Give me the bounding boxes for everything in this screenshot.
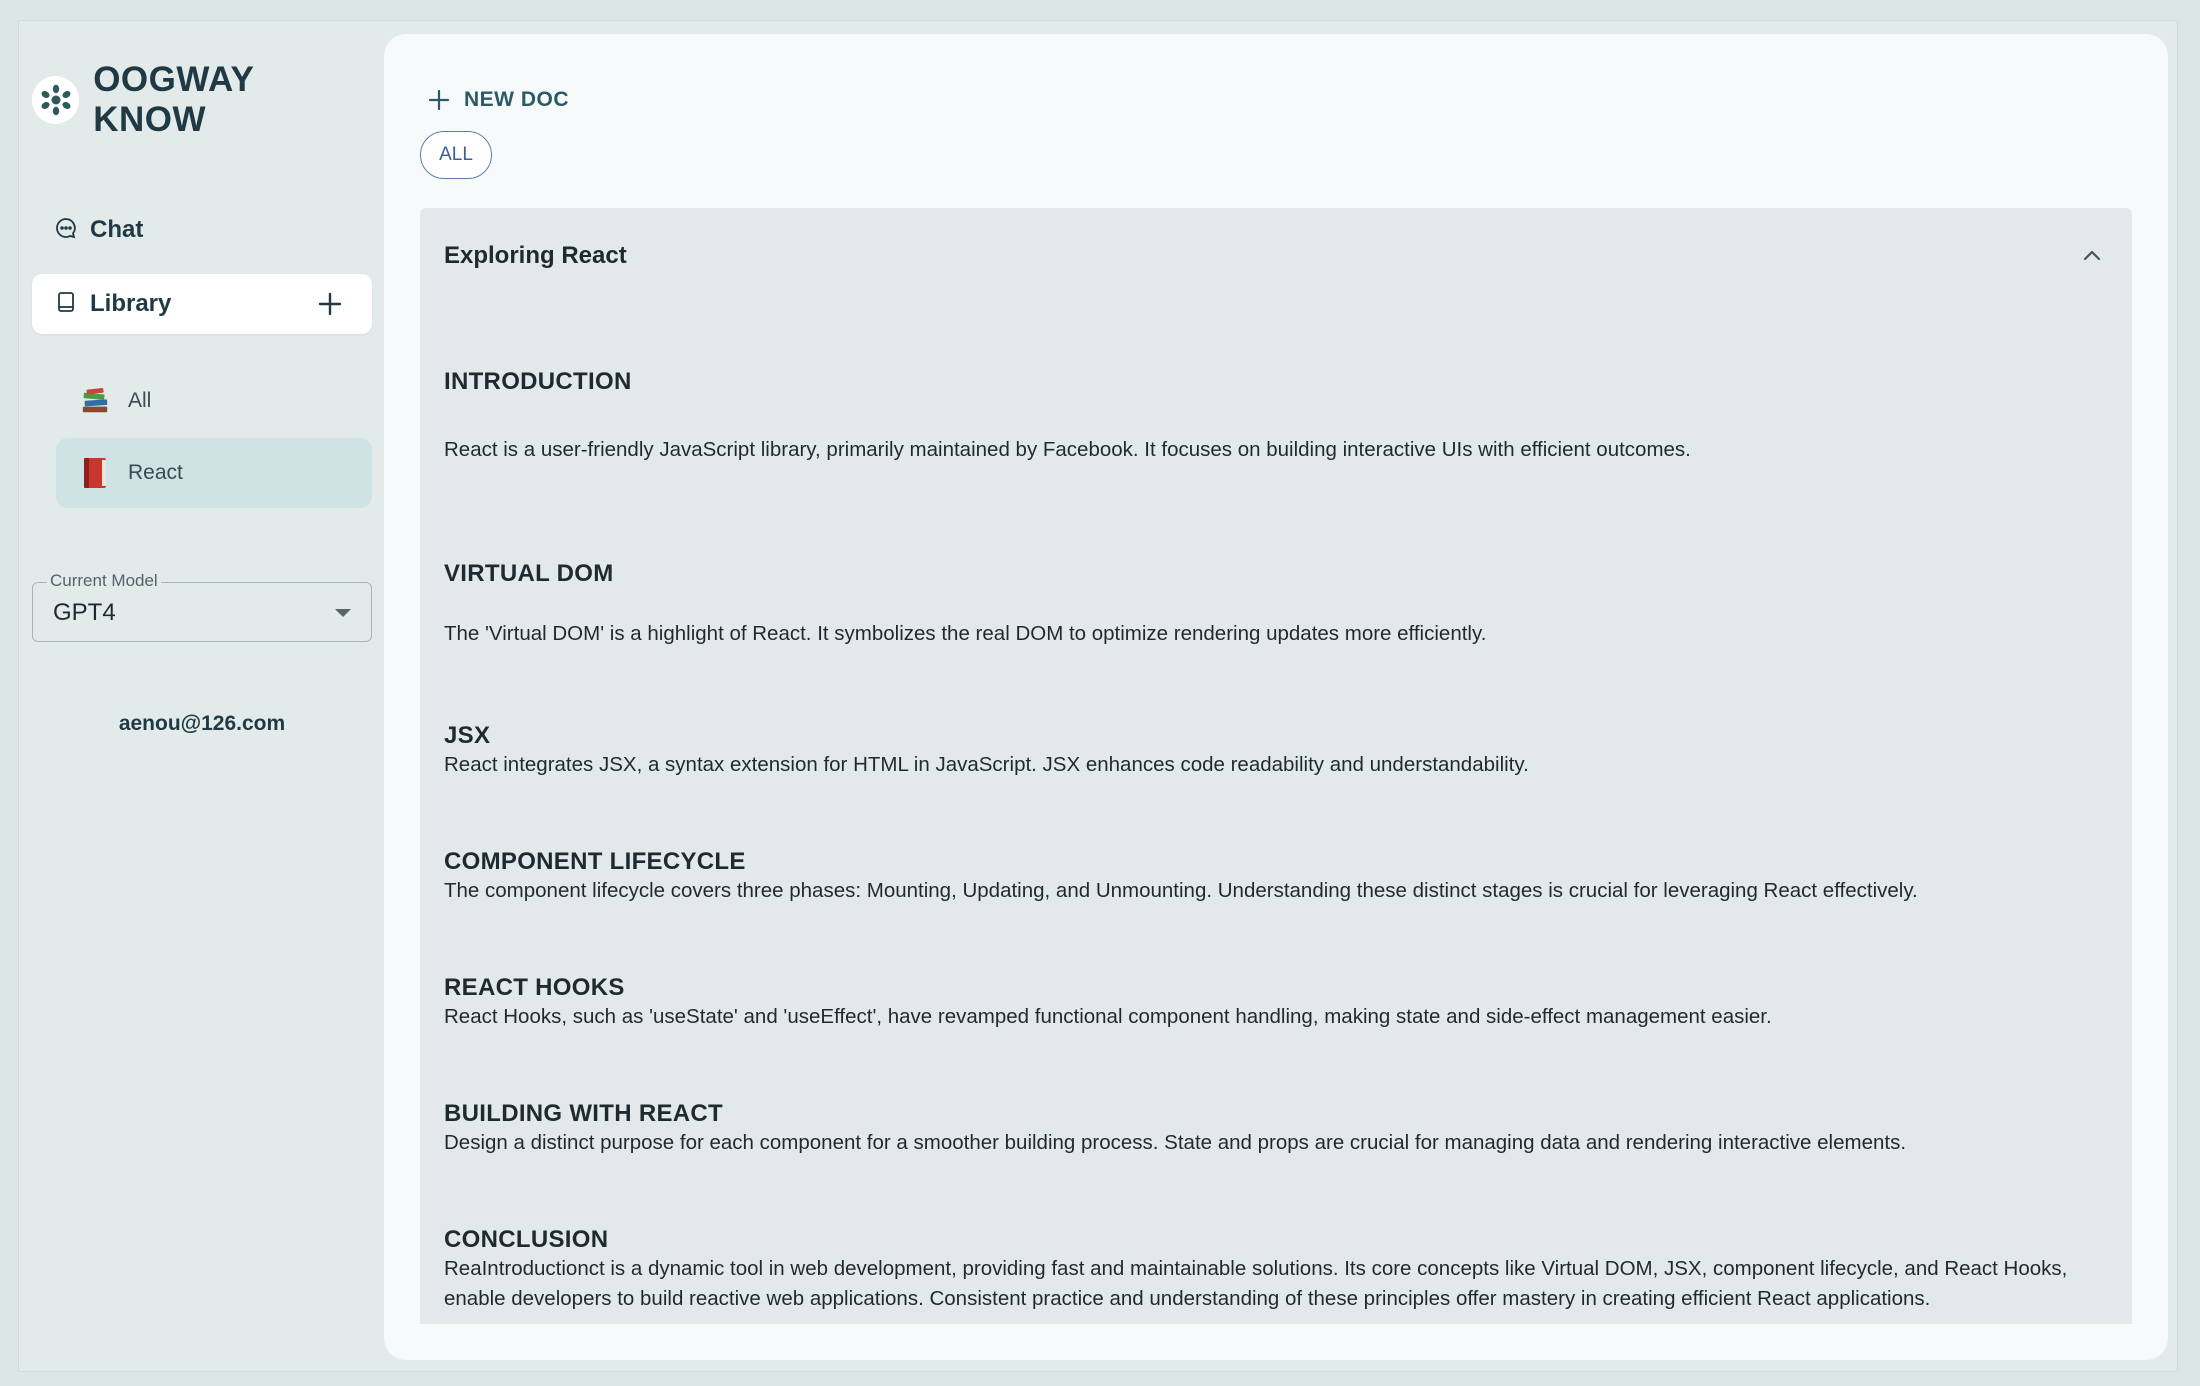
nav-library-label: Library	[90, 290, 172, 317]
doc-section	[444, 1100, 2114, 1158]
section-body: Design a distinct purpose for each component for a smoother building process. State and props are crucial for managing data and rendering interactive elements.	[444, 1131, 1907, 1154]
nav-chat-label: Chat	[90, 216, 144, 243]
user-email: aenou@126.com	[118, 712, 286, 735]
main-panel	[384, 34, 2168, 1360]
library-item-label: React	[128, 461, 183, 484]
section-body: React Hooks, such as 'useState' and 'useEffect', have revamped functional component handling, making state and side-effect management easier.	[444, 1005, 1772, 1028]
doc-section	[444, 1226, 2114, 1314]
section-heading: REACT HOOKS	[444, 974, 625, 1001]
nav-chat[interactable]	[32, 200, 372, 260]
new-doc-label: NEW DOC	[464, 88, 569, 111]
doc-accordion	[420, 208, 2132, 1324]
plus-icon	[428, 89, 450, 111]
filter-chip-all[interactable]: ALL	[420, 131, 492, 179]
plus-icon	[317, 291, 343, 317]
section-heading: VIRTUAL DOM	[444, 560, 614, 587]
model-select-value: GPT4	[53, 599, 116, 626]
library-item-label: All	[128, 389, 152, 412]
section-heading: CONCLUSION	[444, 1226, 609, 1253]
doc-section	[444, 848, 2114, 906]
caret-down-icon	[335, 609, 351, 617]
model-select[interactable]	[32, 571, 372, 642]
section-body: The component lifecycle covers three phases: Mounting, Updating, and Unmounting. Understanding these distinct stages is crucial for leveraging React effectively.	[444, 879, 1918, 902]
add-library-button[interactable]	[314, 288, 346, 320]
new-doc-button[interactable]	[428, 78, 569, 122]
model-select-label: Current Model	[47, 571, 161, 591]
brand	[32, 60, 372, 139]
doc-section	[444, 722, 2114, 780]
books-emoji-icon	[80, 384, 110, 418]
doc-section	[444, 368, 2114, 465]
section-heading: INTRODUCTION	[444, 368, 632, 395]
nav-library[interactable]	[32, 274, 372, 334]
section-heading: BUILDING WITH REACT	[444, 1100, 724, 1127]
library-item-all[interactable]	[56, 366, 372, 436]
doc-section	[444, 560, 2114, 649]
doc-title: Exploring React	[444, 242, 627, 269]
section-heading: COMPONENT LIFECYCLE	[444, 848, 746, 875]
section-body: The 'Virtual DOM' is a highlight of React. It symbolizes the real DOM to optimize rendering updates more efficiently.	[444, 622, 1487, 645]
chat-bubble-icon	[54, 216, 78, 245]
sidebar	[32, 20, 372, 1370]
app-name: OOGWAY KNOW	[93, 60, 254, 139]
section-body: ReaIntroductionct is a dynamic tool in web development, providing fast and maintainable solutions. Its core concepts like Virtual DOM, JSX, component lifecycle, and React Hooks, enable developers to build reactive web applications. Consistent practice and understanding of these principles offer mastery in creating efficient React applications.	[444, 1257, 2068, 1310]
chevron-up-icon[interactable]	[2080, 244, 2104, 268]
logo-icon	[32, 76, 79, 124]
red-book-emoji-icon	[80, 456, 110, 490]
section-body: React is a user-friendly JavaScript library, primarily maintained by Facebook. It focuses on building interactive UIs with efficient outcomes.	[444, 438, 1691, 461]
library-item-react[interactable]	[56, 438, 372, 508]
doc-accordion-header[interactable]	[420, 208, 2132, 304]
section-heading: JSX	[444, 722, 491, 749]
book-icon	[54, 290, 78, 319]
doc-section	[444, 974, 2114, 1032]
section-body: React integrates JSX, a syntax extension for HTML in JavaScript. JSX enhances code readability and understandability.	[444, 753, 1529, 776]
